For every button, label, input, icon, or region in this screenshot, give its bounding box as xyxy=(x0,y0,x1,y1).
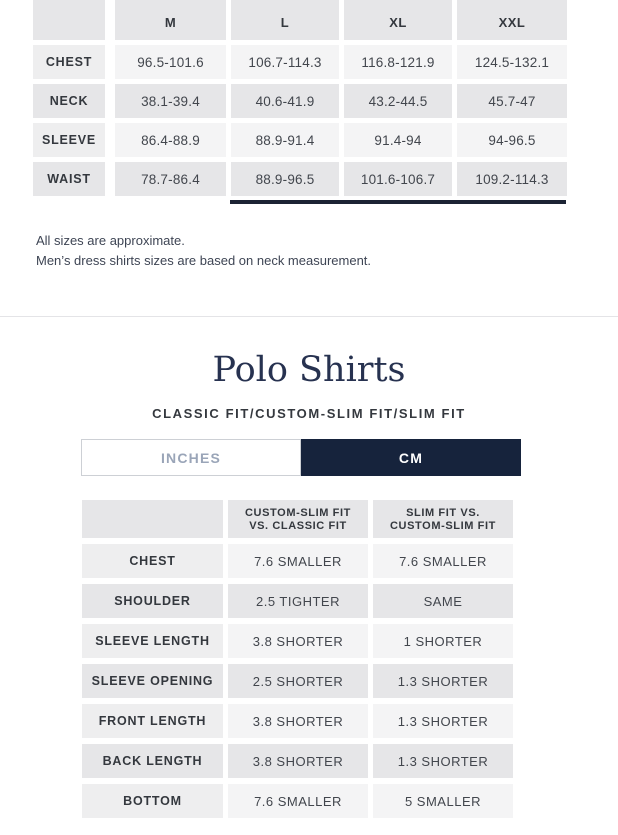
size-cell: 96.5-101.6 xyxy=(115,45,226,79)
section-subtitle: CLASSIC FIT/CUSTOM-SLIM FIT/SLIM FIT xyxy=(152,406,466,421)
inches-toggle-button[interactable]: INCHES xyxy=(81,439,301,476)
table-hscrollbar-thumb[interactable] xyxy=(230,200,566,204)
row-label-sleeve: SLEEVE xyxy=(33,123,105,157)
size-cell: 101.6-106.7 xyxy=(344,162,452,196)
fit-row-label-back-length: BACK LENGTH xyxy=(82,744,223,778)
fit-cell: 1.3 SHORTER xyxy=(373,664,513,698)
column-header-xl: XL xyxy=(344,0,452,40)
polo-fit-comparison-table xyxy=(82,500,513,818)
section-title: Polo Shirts xyxy=(212,350,406,390)
size-cell: 94-96.5 xyxy=(457,123,567,157)
size-cell: 40.6-41.9 xyxy=(231,84,339,118)
fit-cell: SAME xyxy=(373,584,513,618)
fit-cell: 3.8 SHORTER xyxy=(228,624,368,658)
fit-cell: 7.6 SMALLER xyxy=(228,784,368,818)
fit-row-label-sleeve-length: SLEEVE LENGTH xyxy=(82,624,223,658)
section-divider xyxy=(0,316,618,317)
size-cell: 88.9-91.4 xyxy=(231,123,339,157)
size-table-notes xyxy=(36,231,371,270)
size-cell: 124.5-132.1 xyxy=(457,45,567,79)
size-cell: 88.9-96.5 xyxy=(231,162,339,196)
fit-table-corner-cell xyxy=(82,500,223,538)
dress-shirt-size-table xyxy=(33,0,567,196)
row-label-waist: WAIST xyxy=(33,162,105,196)
fit-row-label-chest: CHEST xyxy=(82,544,223,578)
fit-cell: 7.6 SMALLER xyxy=(228,544,368,578)
fit-column-header-line: CUSTOM-SLIM FIT xyxy=(245,506,351,519)
size-cell: 109.2-114.3 xyxy=(457,162,567,196)
fit-column-header-line: SLIM FIT VS. xyxy=(406,506,480,519)
fit-cell: 7.6 SMALLER xyxy=(373,544,513,578)
row-label-chest: CHEST xyxy=(33,45,105,79)
size-cell: 78.7-86.4 xyxy=(115,162,226,196)
size-cell: 91.4-94 xyxy=(344,123,452,157)
fit-cell: 3.8 SHORTER xyxy=(228,744,368,778)
note-neck-measurement: Men’s dress shirts sizes are based on neck measurement. xyxy=(36,252,372,268)
fit-cell: 2.5 SHORTER xyxy=(228,664,368,698)
fit-column-header-slim-vs-custom-slim xyxy=(373,500,513,538)
fit-row-label-shoulder: SHOULDER xyxy=(82,584,223,618)
fit-row-label-bottom: BOTTOM xyxy=(82,784,223,818)
fit-cell: 2.5 TIGHTER xyxy=(228,584,368,618)
fit-cell: 1.3 SHORTER xyxy=(373,744,513,778)
fit-row-label-sleeve-opening: SLEEVE OPENING xyxy=(82,664,223,698)
fit-row-label-front-length: FRONT LENGTH xyxy=(82,704,223,738)
fit-cell: 3.8 SHORTER xyxy=(228,704,368,738)
size-cell: 86.4-88.9 xyxy=(115,123,226,157)
size-cell: 45.7-47 xyxy=(457,84,567,118)
fit-column-header-line: CUSTOM-SLIM FIT xyxy=(390,520,496,532)
column-header-m: M xyxy=(115,0,226,40)
row-label-neck: NECK xyxy=(33,84,105,118)
cm-toggle-button[interactable]: CM xyxy=(301,439,521,476)
size-cell: 116.8-121.9 xyxy=(344,45,452,79)
column-header-xxl: XXL xyxy=(457,0,567,40)
fit-cell: 1 SHORTER xyxy=(373,624,513,658)
note-approximate: All sizes are approximate. xyxy=(36,233,185,248)
size-cell: 43.2-44.5 xyxy=(344,84,452,118)
fit-column-header-line: VS. CLASSIC FIT xyxy=(249,520,347,532)
unit-toggle xyxy=(81,439,521,476)
fit-cell: 5 SMALLER xyxy=(373,784,513,818)
fit-cell: 1.3 SHORTER xyxy=(373,704,513,738)
size-cell: 38.1-39.4 xyxy=(115,84,226,118)
size-table-corner-cell xyxy=(33,0,105,40)
size-cell: 106.7-114.3 xyxy=(231,45,339,79)
column-header-l: L xyxy=(231,0,339,40)
fit-column-header-custom-slim-vs-classic xyxy=(228,500,368,538)
